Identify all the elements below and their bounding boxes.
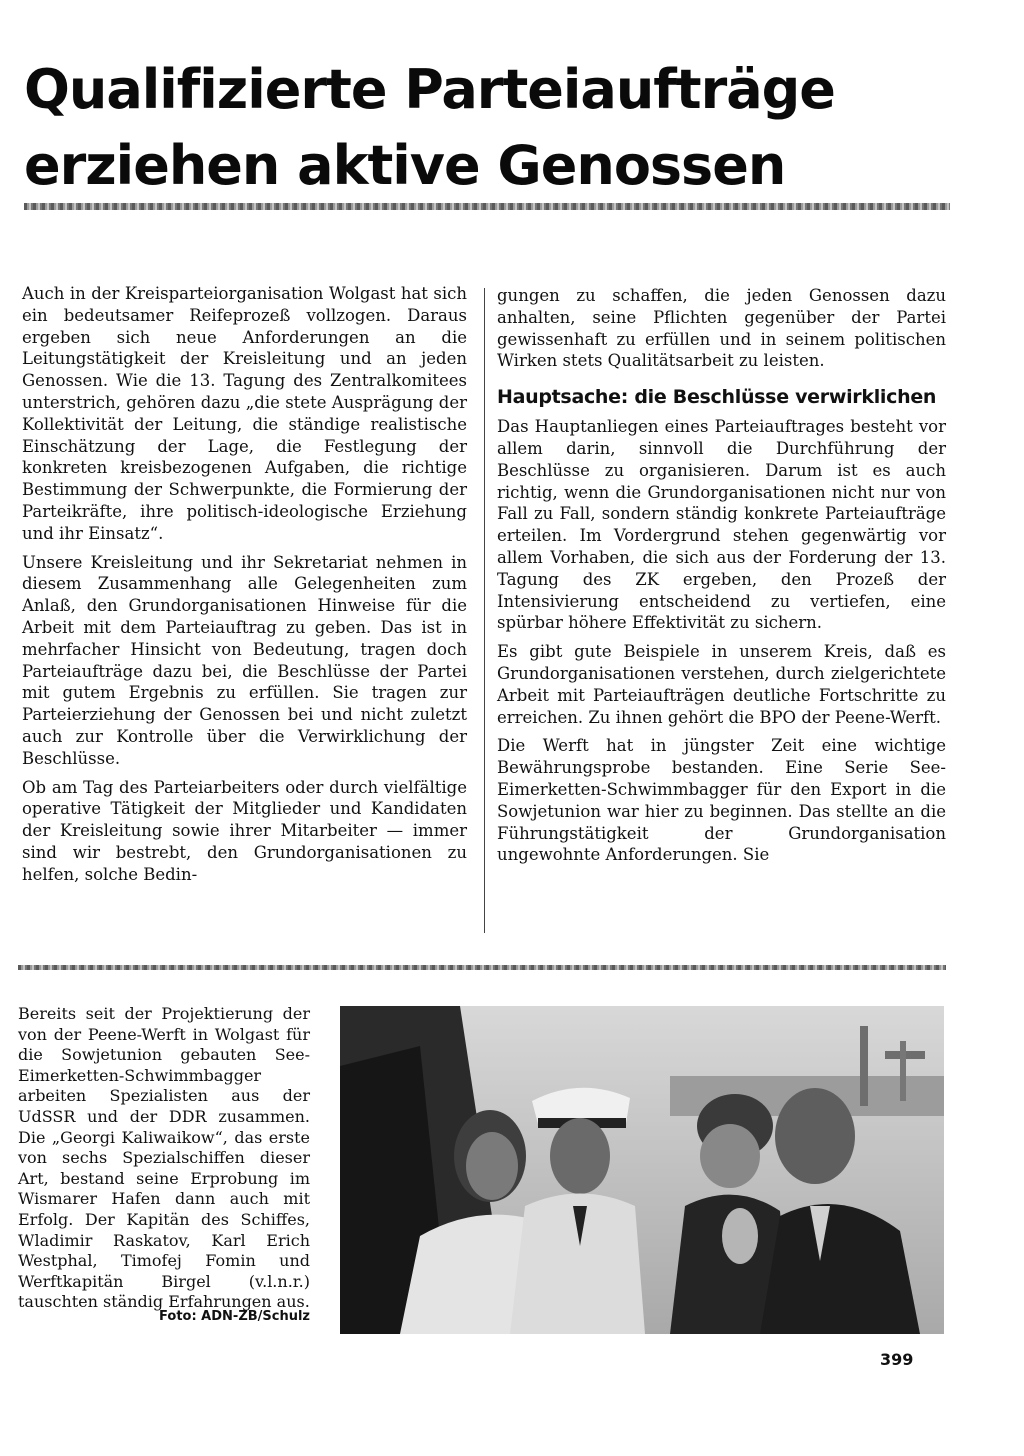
column-divider bbox=[484, 288, 485, 933]
article-subheading: Hauptsache: die Beschlüsse verwirklichen bbox=[497, 386, 937, 409]
news-photo bbox=[340, 1006, 944, 1334]
photo-section-divider-rule bbox=[18, 965, 946, 970]
article-column-left bbox=[22, 283, 467, 893]
article-title-line-2: erziehen aktive Genossen bbox=[24, 134, 786, 197]
article-title-line-1: Qualifizierte Parteiaufträge bbox=[24, 58, 835, 121]
photo-caption bbox=[18, 1004, 310, 1313]
article-paragraph: Das Hauptanliegen eines Parteiauftrages besteht vor allem darin, sinnvoll die Durchführung der Beschlüsse zu organisieren. Darum ist es auch richtig, wenn die Grundorganisationen nicht nur von Fall zu Fall, sondern ständig konkrete Parteiaufträge erteilen. Im Vordergrund stehen gegenwärtig vor allem Vorhaben, die sich aus der Forderung der 13. Tagung des ZK ergeben, den Prozeß der Intensivierung entscheidend zu vertiefen, eine spürbar höhere Effektivität zu sichern. bbox=[497, 417, 946, 633]
article-paragraph: Auch in der Kreisparteiorganisation Wolgast hat sich ein bedeutsamer Reifeprozeß vollzogen. Daraus ergeben sich neue Anforderungen an die Leitungstätigkeit der Kreisleitung und an jeden Genossen. Wie die 13. Tagung des Zentralkomitees unterstrich, gehören dazu „die stete Ausprägung der Kollektivität der Leitung, die ständige realistische Einschätzung der Lage, die Festlegung der konkreten kreisbezogenen Aufgaben, die richtige Bestimmung der Schwerpunkte, die Formierung der Parteikräfte, ihre politisch-ideologische Erziehung und ihr Einsatz“. bbox=[22, 284, 467, 543]
article-paragraph: Unsere Kreisleitung und ihr Sekretariat nehmen in diesem Zusammenhang alle Gelegenheiten zum Anlaß, den Grundorganisationen Hinweise für die Arbeit mit dem Parteiauftrag zu geben. Das ist in mehrfacher Hinsicht von Bedeutung, tragen doch Parteiaufträge dazu bei, die Beschlüsse der Partei mit gutem Ergebnis zu erfüllen. Sie tragen zur Parteierziehung der Genossen bei und nicht zuletzt auch zur Kontrolle über die Verwirklichung der Beschlüsse. bbox=[22, 552, 467, 768]
title-divider-rule bbox=[24, 203, 950, 210]
article-paragraph: Es gibt gute Beispiele in unserem Kreis, daß es Grundorganisationen verstehen, durch zielgerichtete Arbeit mit Parteiaufträgen deutliche Fortschritte zu erreichen. Zu ihnen gehört die BPO der Peene-Werft. bbox=[497, 642, 946, 727]
article-column-right bbox=[497, 285, 946, 873]
article-paragraph: gungen zu schaffen, die jeden Genossen dazu anhalten, seine Pflichten gegenüber der Partei gewissenhaft zu erfüllen und in seinem politischen Wirken stets Qualitätsarbeit zu leisten. bbox=[497, 286, 946, 371]
photo-caption-text: Bereits seit der Projektierung der von der Peene-Werft in Wolgast für die Sowjetunion gebauten See-Eimerketten-Schwimmbagger arbeiten Spezialisten aus der UdSSR und der DDR zusammen. Die „Georgi Kaliwaikow“, das erste von sechs Spezialschiffen dieser Art, bestand seine Erprobung im Wismarer Hafen dann auch mit Erfolg. Der Kapitän des Schiffes, Wladimir Raskatov, Karl Erich Westphal, Timofej Fomin und Werftkapitän Birgel (v.l.n.r.) tauschten ständig Erfahrungen aus. bbox=[18, 1004, 310, 1312]
news-photo-image bbox=[340, 1006, 944, 1334]
article-paragraph: Die Werft hat in jüngster Zeit eine wichtige Bewährungsprobe bestanden. Eine Serie See-Eimerketten-Schwimmbagger für den Export in die Sowjetunion war hier zu beginnen. Das stellte an die Führungstätigkeit der Grundorganisation ungewohnte Anforderungen. Sie bbox=[497, 736, 946, 865]
article-paragraph: Ob am Tag des Parteiarbeiters oder durch vielfältige operative Tätigkeit der Mitglieder und Kandidaten der Kreisleitung sowie ihrer Mitarbeiter — immer sind wir bestrebt, den Grundorganisationen zu helfen, solche Bedin- bbox=[22, 777, 467, 884]
photo-credit: Foto: ADN-ZB/Schulz bbox=[159, 1309, 310, 1324]
page-number: 399 bbox=[880, 1350, 914, 1369]
article-title bbox=[24, 52, 964, 204]
